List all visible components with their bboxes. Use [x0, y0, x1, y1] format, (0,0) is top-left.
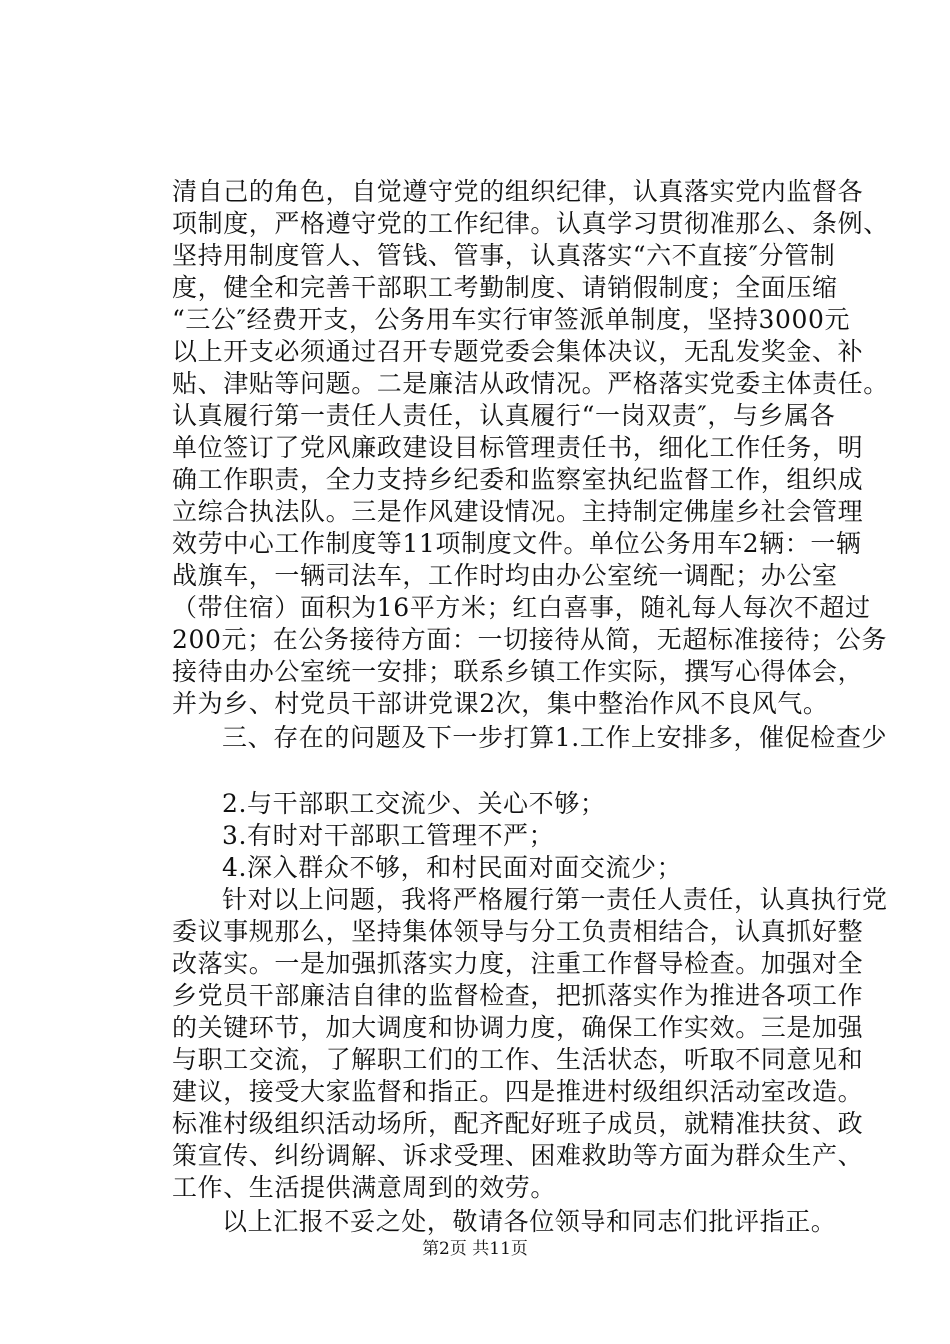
paragraph-line: 项制度，严格遵守党的工作纪律。认真学习贯彻准那么、条例、 — [172, 209, 889, 238]
closing-line: 以上汇报不妥之处，敬请各位领导和同志们批评指正。 — [222, 1207, 837, 1236]
paragraph-line: 认真履行第一责任人责任，认真履行“一岗双责″，与乡属各 — [172, 401, 836, 430]
paragraph-line: 确工作职责，全力支持乡纪委和监察室执纪监督工作，组织成 — [172, 465, 864, 494]
paragraph-line: 贴、津贴等问题。二是廉洁从政情况。严格落实党委主体责任。 — [172, 369, 889, 398]
paragraph-line: 200元；在公务接待方面：一切接待从简，无超标准接待；公务 — [172, 625, 888, 654]
paragraph-line: 工作、生活提供满意周到的效劳。 — [172, 1173, 557, 1202]
paragraph-line: 效劳中心工作制度等11项制度文件。单位公务用车2辆：一辆 — [172, 529, 862, 558]
paragraph-line: 乡党员干部廉洁自律的监督检查，把抓落实作为推进各项工作 — [172, 981, 864, 1010]
list-item: 3.有时对干部职工管理不严； — [222, 821, 555, 850]
paragraph-line: 坚持用制度管人、管钱、管事，认真落实“六不直接″分管制 — [172, 241, 836, 270]
paragraph-line: 立综合执法队。三是作风建设情况。主持制定佛崖乡社会管理 — [172, 497, 864, 526]
section-heading: 三、存在的问题及下一步打算1.工作上安排多，催促检查少 — [222, 723, 888, 752]
paragraph-line: 以上开支必须通过召开专题党委会集体决议，无乱发奖金、补 — [172, 337, 864, 366]
paragraph-line: 改落实。一是加强抓落实力度，注重工作督导检查。加强对全 — [172, 949, 864, 978]
page-footer: 第2页 共11页 — [422, 1239, 528, 1259]
list-item: 4.深入群众不够，和村民面对面交流少； — [222, 853, 683, 882]
paragraph-line: “三公″经费开支，公务用车实行审签派单制度，坚持3000元 — [172, 305, 851, 334]
paragraph-line: 策宣传、纠纷调解、诉求受理、困难救助等方面为群众生产、 — [172, 1141, 864, 1170]
list-item: 2.与干部职工交流少、关心不够； — [222, 789, 606, 818]
paragraph-line: 与职工交流，了解职工们的工作、生活状态，听取不同意见和 — [172, 1045, 864, 1074]
paragraph-line: 度，健全和完善干部职工考勤制度、请销假制度；全面压缩 — [172, 273, 838, 302]
paragraph-line: （带住宿）面积为16平方米；红白喜事，随礼每人每次不超过 — [172, 593, 871, 622]
paragraph-line: 委议事规那么，坚持集体领导与分工负责相结合，认真抓好整 — [172, 917, 864, 946]
paragraph-line: 针对以上问题，我将严格履行第一责任人责任，认真执行党 — [222, 885, 888, 914]
paragraph-line: 建议，接受大家监督和指正。四是推进村级组织活动室改造。 — [172, 1077, 864, 1106]
paragraph-line: 单位签订了党风廉政建设目标管理责任书，细化工作任务，明 — [172, 433, 864, 462]
paragraph-line: 并为乡、村党员干部讲党课2次，集中整治作风不良风气。 — [172, 689, 829, 718]
paragraph-line: 接待由办公室统一安排；联系乡镇工作实际，撰写心得体会， — [172, 657, 864, 686]
paragraph-line: 的关键环节，加大调度和协调力度，确保工作实效。三是加强 — [172, 1013, 864, 1042]
paragraph-line: 清自己的角色，自觉遵守党的组织纪律，认真落实党内监督各 — [172, 177, 864, 206]
paragraph-line: 标准村级组织活动场所，配齐配好班子成员，就精准扶贫、政 — [172, 1109, 864, 1138]
paragraph-line: 战旗车，一辆司法车，工作时均由办公室统一调配；办公室 — [172, 561, 838, 590]
